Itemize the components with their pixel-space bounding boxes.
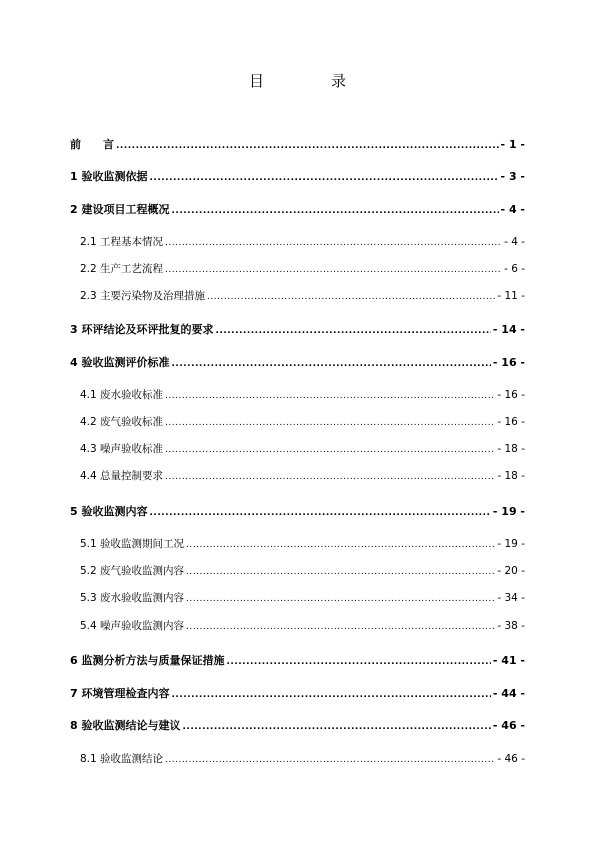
toc-leader-dots [226,657,490,667]
toc-entry-label: 3 环评结论及环评批复的要求 [70,323,214,336]
toc-entry-label: 2.1 工程基本情况 [80,236,164,248]
toc-leader-dots [116,141,499,151]
toc-entry-label: 4.4 总量控制要求 [80,470,164,482]
toc-entry-label: 2 建设项目工程概况 [70,203,170,216]
toc-entry-4[interactable] [70,354,525,370]
toc-entry-2-2[interactable] [80,261,525,276]
toc-entry-5-2[interactable] [80,563,525,578]
toc-leader-dots [165,391,495,401]
toc-entry-page: - 46 - [492,719,525,732]
toc-entry-page: - 11 - [497,290,525,302]
toc-entry-1[interactable] [70,168,525,184]
toc-entry-page: - 16 - [492,356,525,369]
toc-entry-page: - 44 - [492,687,525,700]
toc-entry-4-2[interactable] [80,414,525,429]
toc-entry-6[interactable] [70,652,525,668]
toc-entry-5-3[interactable] [80,590,525,605]
toc-entry-page: - 1 - [500,138,525,151]
toc-entry-label: 5.2 废气验收监测内容 [80,565,185,577]
toc-entry-page: - 4 - [504,236,525,248]
toc-entry-7[interactable] [70,685,525,701]
toc-entry-page: - 3 - [500,170,525,183]
toc-entry-label: 8.1 验收监测结论 [80,753,164,765]
toc-entry-4-4[interactable] [80,468,525,483]
toc-entry-label: 6 监测分析方法与质量保证措施 [70,654,225,667]
toc-entry-5[interactable] [70,503,525,519]
page-title: 目 录 [248,72,372,90]
toc-leader-dots [186,622,495,632]
toc-entry-page: - 41 - [492,654,525,667]
toc-entry-3[interactable] [70,321,525,337]
toc-entry-label: 4.2 废气验收标准 [80,416,164,428]
toc-entry-4-3[interactable] [80,441,525,456]
toc-entry-label: 7 环境管理检查内容 [70,687,170,700]
toc-leader-dots [165,472,495,482]
toc-entry-page: - 18 - [497,443,525,455]
toc-leader-dots [186,540,495,550]
toc-leader-dots [171,359,490,369]
toc-leader-dots [165,445,495,455]
toc-leader-dots [165,238,502,248]
toc-entry-page: - 16 - [497,416,525,428]
toc-entry-label: 1 验收监测依据 [70,170,148,183]
toc-entry-page: - 19 - [492,505,525,518]
toc-entry-page: - 19 - [497,538,525,550]
toc-entry-8-1[interactable] [80,751,525,766]
toc-entry-label: 5 验收监测内容 [70,505,148,518]
toc-entry-page: - 34 - [497,592,525,604]
toc-entry-label: 5.3 废水验收监测内容 [80,592,185,604]
toc-leader-dots [165,418,495,428]
toc-entry-label: 2.3 主要污染物及治理措施 [80,290,206,302]
toc-leader-dots [182,722,490,732]
toc-leader-dots [149,173,498,183]
toc-entry-page: - 4 - [500,203,525,216]
toc-entry-5-4[interactable] [80,618,525,633]
toc-entry-label: 前 言 [70,138,114,151]
toc-leader-dots [186,567,495,577]
toc-entry-2[interactable] [70,201,525,217]
toc-entry-page: - 38 - [497,620,525,632]
toc-entry-page: - 20 - [497,565,525,577]
toc-entry-2-3[interactable] [80,288,525,303]
toc-entry-page: - 18 - [497,470,525,482]
toc-entry-page: - 16 - [497,389,525,401]
toc-entry-8[interactable] [70,717,525,733]
toc-entry-preface[interactable] [70,136,525,152]
toc-leader-dots [165,265,502,275]
toc-entry-label: 5.4 噪声验收监测内容 [80,620,185,632]
toc-leader-dots [149,508,490,518]
toc-leader-dots [186,594,495,604]
toc-entry-2-1[interactable] [80,234,525,249]
toc-entry-label: 4 验收监测评价标准 [70,356,170,369]
toc-leader-dots [215,326,490,336]
toc-leader-dots [207,292,495,302]
toc-entry-label: 8 验收监测结论与建议 [70,719,181,732]
toc-entry-5-1[interactable] [80,536,525,551]
toc-entry-page: - 6 - [504,263,525,275]
toc-leader-dots [171,206,498,216]
toc-entry-label: 2.2 生产工艺流程 [80,263,164,275]
toc-leader-dots [171,690,490,700]
toc-entry-label: 4.3 噪声验收标准 [80,443,164,455]
toc-entry-page: - 46 - [497,753,525,765]
toc-leader-dots [165,755,495,765]
toc-entry-label: 4.1 废水验收标准 [80,389,164,401]
toc-entry-label: 5.1 验收监测期间工况 [80,538,185,550]
toc-entry-4-1[interactable] [80,387,525,402]
toc-entry-page: - 14 - [492,323,525,336]
